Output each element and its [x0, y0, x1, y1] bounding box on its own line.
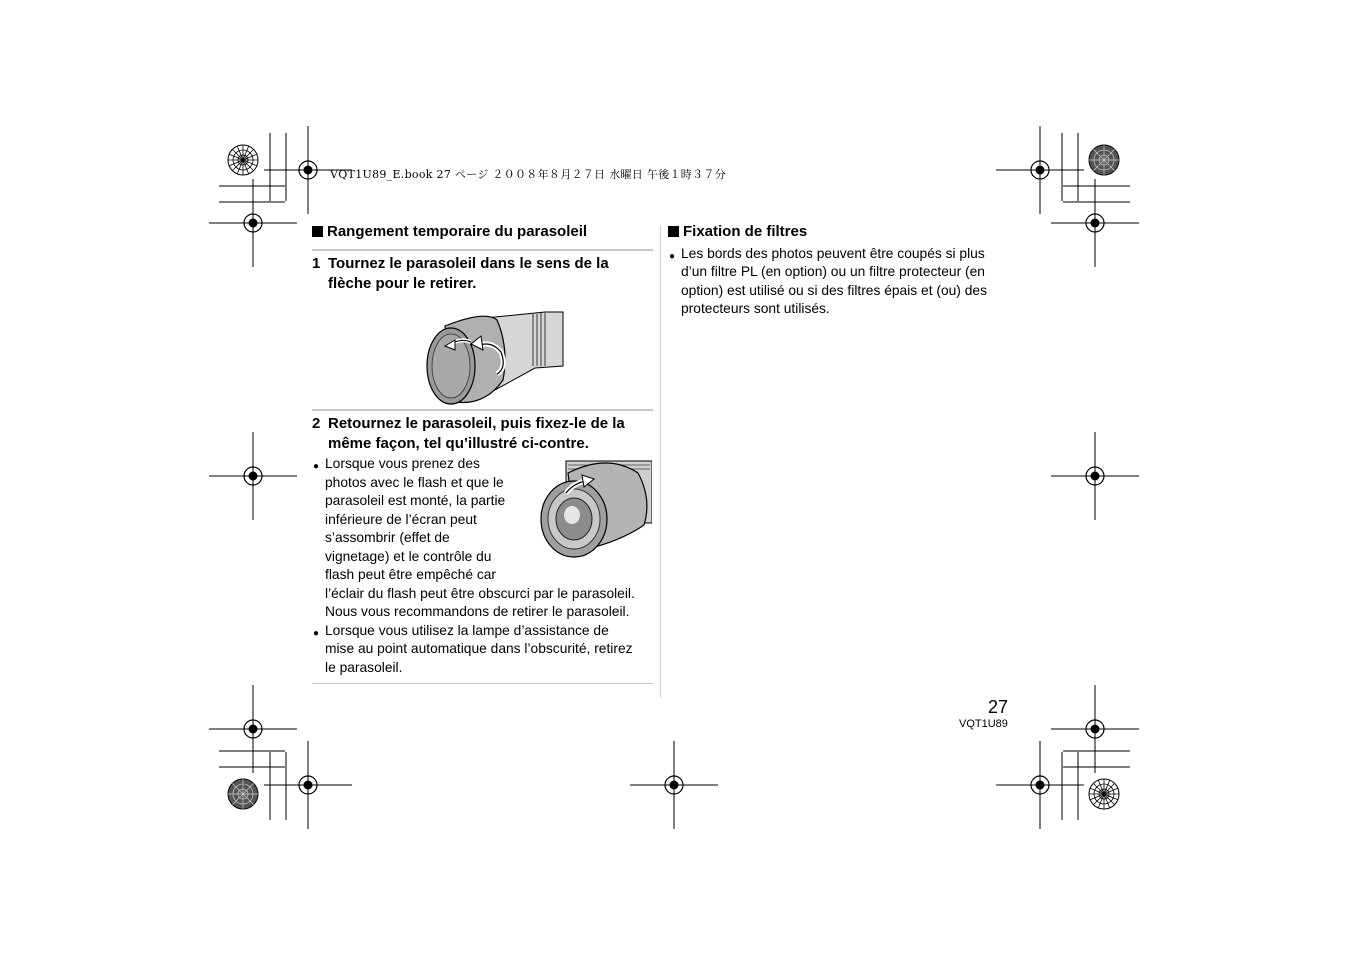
text-line: Nous vous recommandons de retirer le parasoleil.	[325, 604, 630, 619]
text-line: Lorsque vous prenez des	[325, 456, 480, 471]
lens-hood-removal-illustration	[425, 308, 565, 406]
text-line: protecteurs sont utilisés.	[681, 301, 830, 316]
step-2	[312, 414, 652, 454]
bullet-icon: ●	[669, 251, 676, 262]
print-info-header: VQT1U89_E.book 27 ページ ２００８年８月２７日 水曜日 午後１時３７分	[330, 168, 727, 181]
text-line: vignetage) et le contrôle du	[325, 548, 492, 564]
text-line: mise au point automatique dans l’obscurité, retirez	[325, 641, 633, 656]
step-text: Retournez le parasoleil, puis fixez-le de la même façon, tel qu’illustré ci-contre.	[328, 415, 625, 452]
column-divider	[660, 226, 661, 698]
section-rule	[312, 409, 653, 411]
text-line: parasoleil est monté, la partie	[325, 493, 506, 508]
text-line: inférieure de l’écran peut	[325, 511, 477, 527]
text-line: photos avec le flash et que le	[325, 474, 504, 490]
step-number: 1	[312, 255, 321, 272]
section-heading-text: Rangement temporaire du parasoleil	[327, 223, 588, 240]
text-line: option) est utilisé ou si des filtres épais et (ou) des	[681, 282, 987, 298]
square-bullet-icon	[668, 226, 679, 237]
lens-hood-reversed-illustration	[538, 459, 652, 559]
page-number: 27	[988, 697, 1009, 717]
text-line: le parasoleil.	[325, 659, 403, 675]
section-heading-filters	[668, 223, 807, 240]
bullet-icon: ●	[313, 461, 320, 472]
square-bullet-icon	[312, 226, 323, 237]
step-1	[312, 254, 652, 294]
step-number: 2	[312, 415, 321, 432]
model-code: VQT1U89	[959, 718, 1008, 730]
text-line: Lorsque vous utilisez la lampe d’assistance de	[325, 622, 609, 638]
bullet-icon: ●	[313, 628, 320, 639]
section-rule	[312, 249, 653, 251]
text-line: d’un filtre PL (en option) ou un filtre protecteur (en	[681, 264, 985, 279]
text-line: s’assombrir (effet de	[325, 530, 450, 545]
section-end-rule	[312, 683, 653, 684]
text-line: flash peut être empêché car	[325, 567, 497, 582]
step-text: Tournez le parasoleil dans le sens de la flèche pour le retirer.	[328, 255, 609, 292]
text-line: l’éclair du flash peut être obscurci par le parasoleil.	[325, 585, 635, 601]
text-line: Les bords des photos peuvent être coupés si plus	[681, 245, 985, 261]
section-heading-storage	[312, 223, 587, 240]
section-heading-text: Fixation de filtres	[683, 223, 808, 240]
